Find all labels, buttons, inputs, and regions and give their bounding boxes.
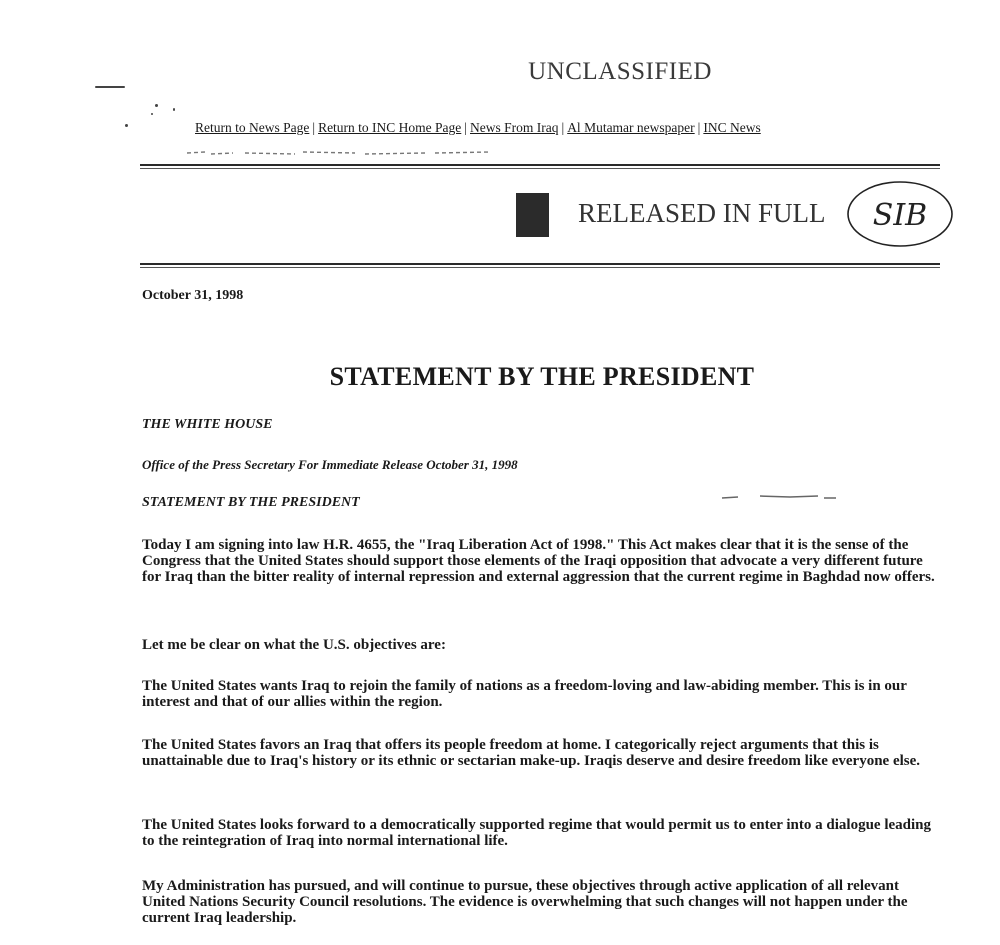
nav-link-news-from-iraq[interactable]: News From Iraq xyxy=(470,120,559,135)
nav-link-inc-home[interactable]: Return to INC Home Page xyxy=(318,120,462,135)
nav-links xyxy=(195,120,761,136)
nav-separator: | xyxy=(697,120,701,135)
svg-text:SIB: SIB xyxy=(872,198,928,233)
paragraph-1: Today I am signing into law H.R. 4655, the "Iraq Liberation Act of 1998." This Act makes clear that it is the sense of the Congress that the United States should support those elements of the Iraqi opposition that advocate a very different future for Iraq than the bitter reality of internal repression and external aggression that the current regime in Baghdad now offers. xyxy=(142,537,935,585)
page-title: STATEMENT BY THE PRESIDENT xyxy=(329,362,755,391)
nav-link-al-mutamar[interactable]: Al Mutamar newspaper xyxy=(567,120,695,135)
photocopy-noise xyxy=(95,78,155,138)
nav-separator: | xyxy=(312,120,316,135)
paragraph-5: The United States looks forward to a democratically supported regime that would permit us to enter into a dialogue leading to the reintegration of Iraq into normal international life. xyxy=(142,817,932,849)
nav-link-inc-news[interactable]: INC News xyxy=(703,120,761,135)
paragraph-3: The United States wants Iraq to rejoin the family of nations as a freedom-loving and law-abiding member. This is in our interest and that of our allies within the region. xyxy=(142,678,907,710)
nav-separator: | xyxy=(561,120,565,135)
classification-stamp: UNCLASSIFIED xyxy=(528,58,712,85)
scan-artifact-scribble xyxy=(720,492,840,502)
paragraph-4: The United States favors an Iraq that offers its people freedom at home. I categorically reject arguments that this is unattainable due to Iraq's history or its ethnic or sectarian make-up. Iraqis deserve and desire freedom like everyone else. xyxy=(142,737,921,769)
statement-heading: STATEMENT BY THE PRESIDENT xyxy=(142,495,360,510)
header-divider-top xyxy=(140,164,940,166)
handwritten-circle-mark xyxy=(842,178,954,250)
release-stamp: RELEASED IN FULL xyxy=(578,198,826,228)
header-divider-bottom xyxy=(140,263,940,265)
paragraph-6: My Administration has pursued, and will continue to pursue, these objectives through active application of all relevant United Nations Security Council resolutions. The evidence is overwhelming that such changes will not happen under the current Iraq leadership. xyxy=(142,878,908,926)
press-office-line: Office of the Press Secretary For Immediate Release October 31, 1998 xyxy=(142,457,518,472)
header-divider-bottom-2 xyxy=(140,267,940,268)
document-date: October 31, 1998 xyxy=(142,288,244,303)
scan-artifact-line xyxy=(185,148,495,158)
white-house-heading: THE WHITE HOUSE xyxy=(142,417,273,432)
header-divider-top-2 xyxy=(140,168,940,169)
redaction-block xyxy=(516,193,549,237)
paragraph-2: Let me be clear on what the U.S. objectives are: xyxy=(142,637,446,653)
nav-link-news-page[interactable]: Return to News Page xyxy=(195,120,310,135)
nav-separator: | xyxy=(464,120,467,135)
